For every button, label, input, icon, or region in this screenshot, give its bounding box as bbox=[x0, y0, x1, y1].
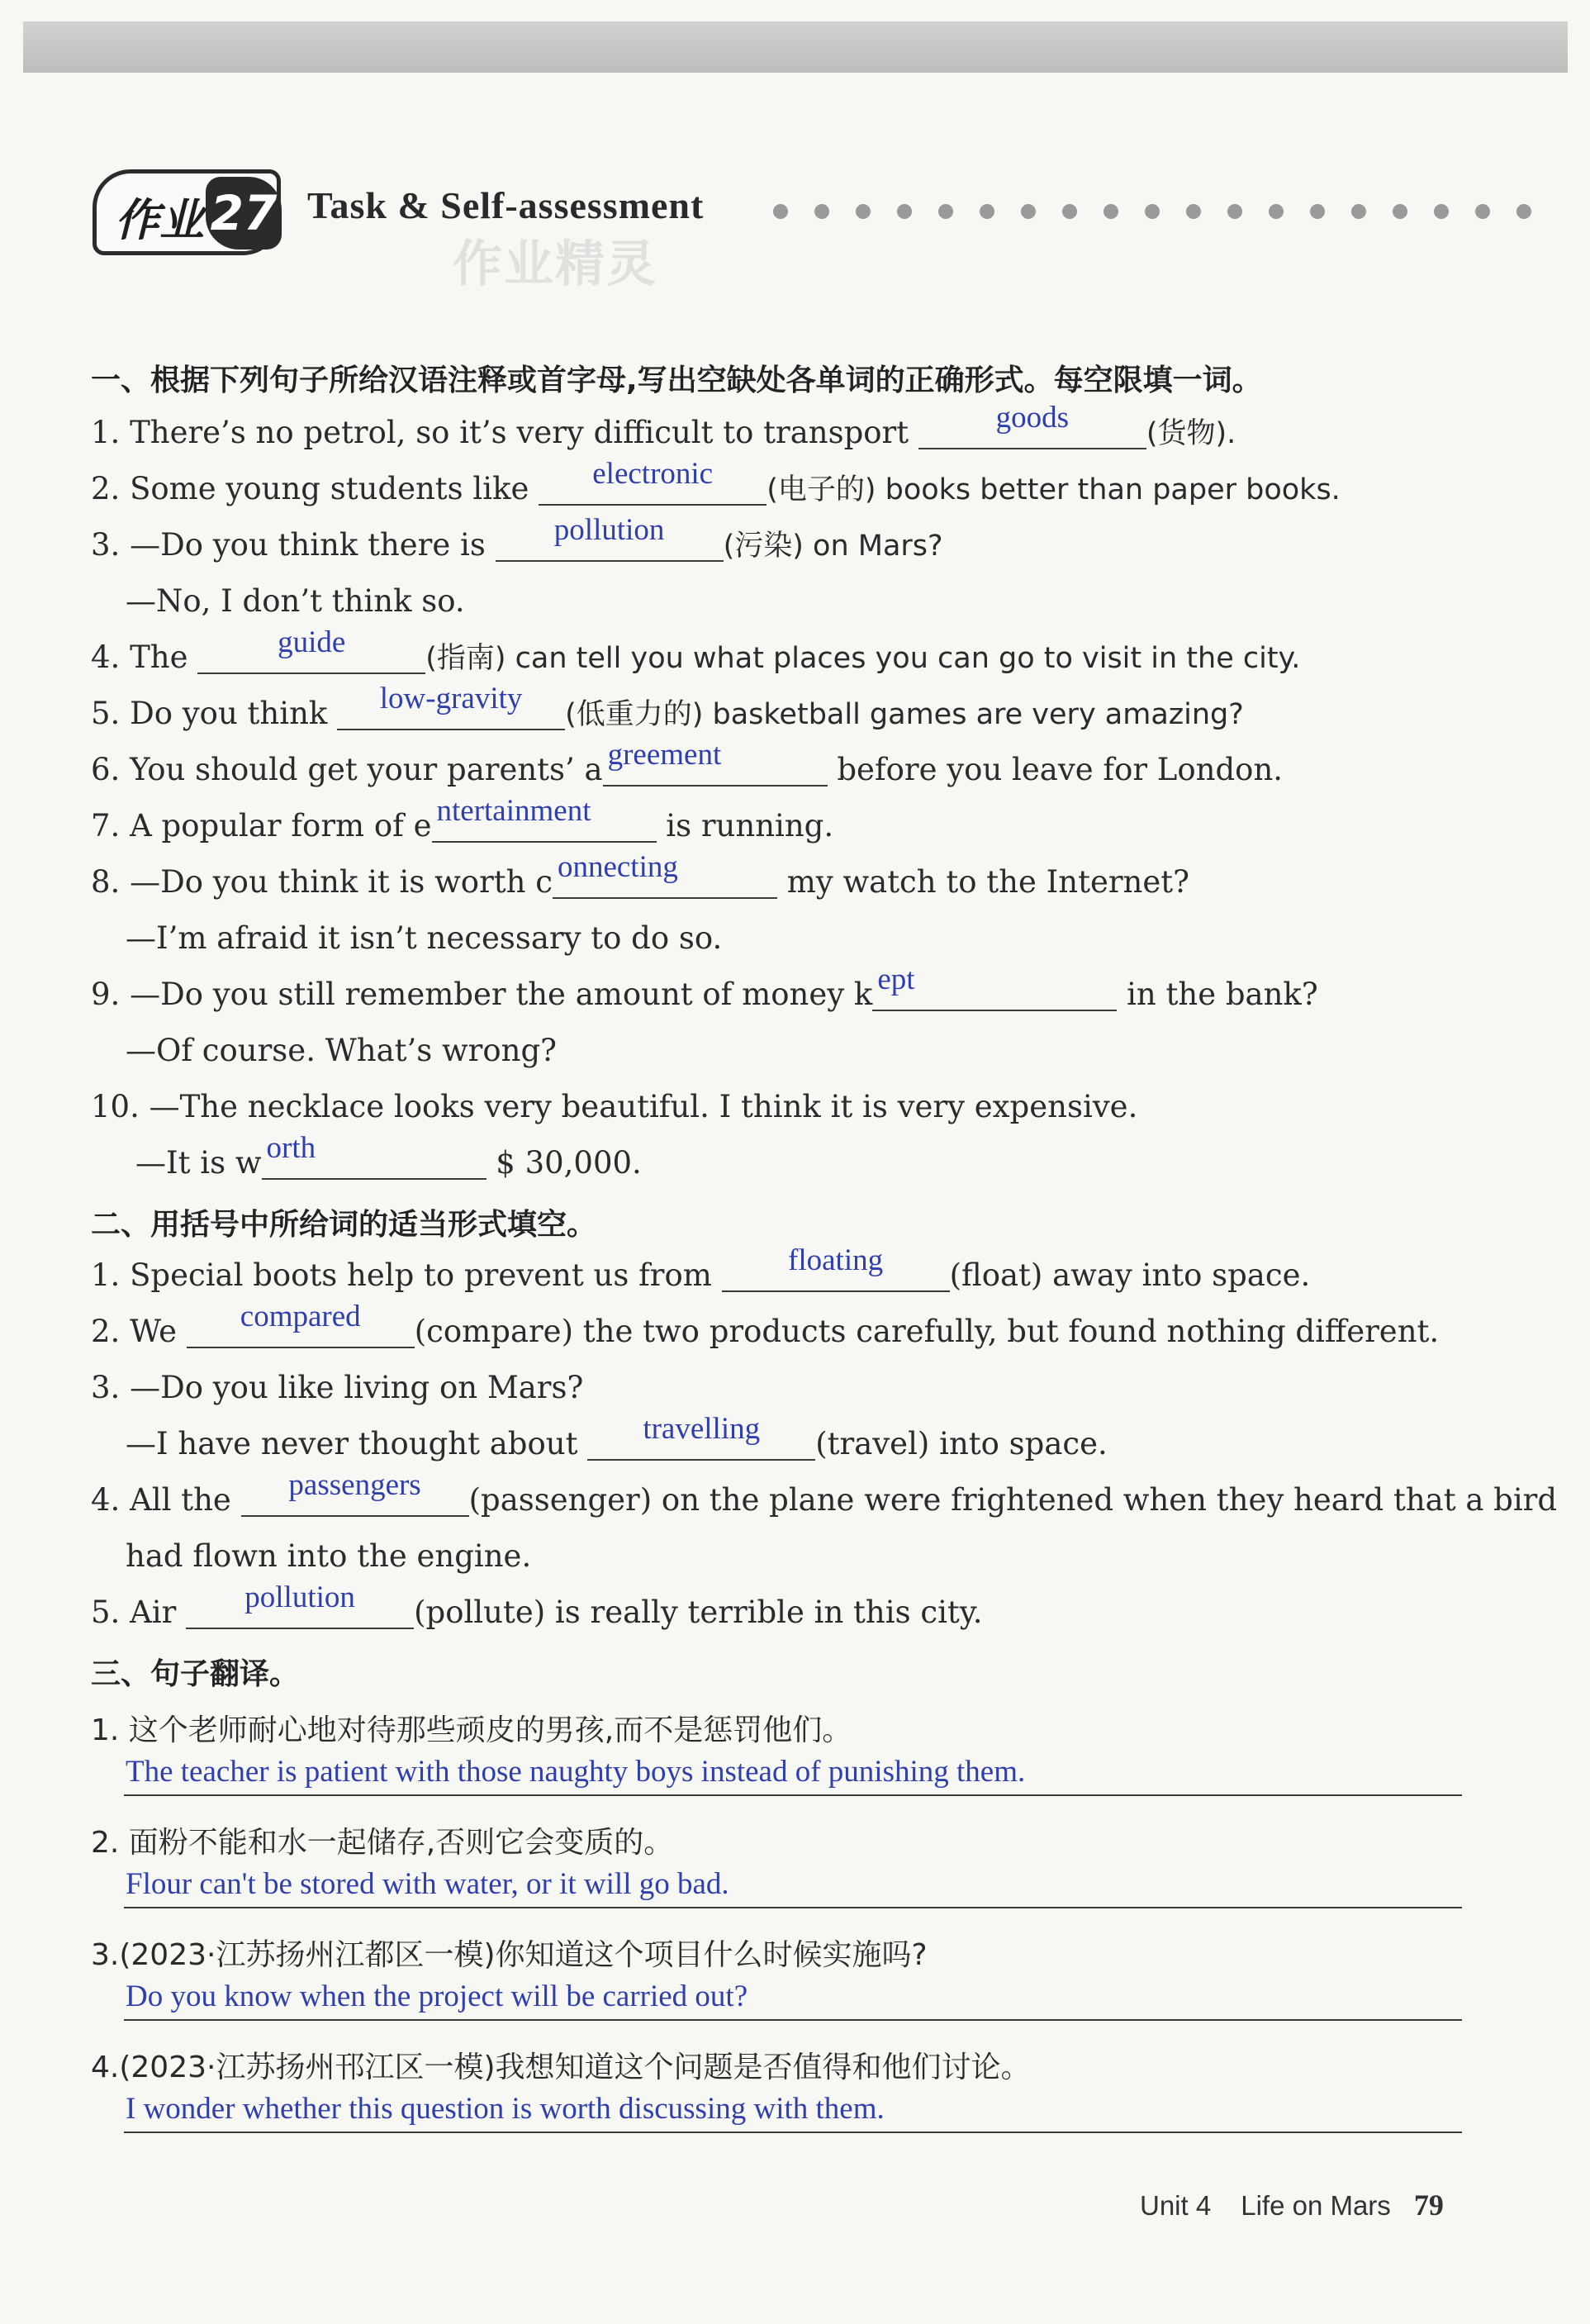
footer-title: Life on Mars bbox=[1241, 2190, 1391, 2221]
s1-item-6: 6. You should get your parents’ a greement before you leave for London. bbox=[91, 738, 1284, 787]
s1-item-7: 7. A popular form of e ntertainment is running. bbox=[91, 794, 834, 844]
answer-blank[interactable]: goods bbox=[918, 415, 1146, 449]
s3-answer-line-4[interactable]: I wonder whether this question is worth discussing with them. bbox=[124, 2089, 1462, 2133]
s3-answer-line-3[interactable]: Do you know when the project will be carried out? bbox=[124, 1976, 1462, 2021]
s2-item-3: 3. —Do you like living on Mars? bbox=[91, 1370, 584, 1405]
s2-item-2: 2. We compared (compare) the two products carefully, but found nothing different. bbox=[91, 1300, 1440, 1349]
s1-item-3: 3. —Do you think there is pollution (污染) on Mars? bbox=[91, 513, 943, 563]
s3-question-4: 4.(2023·江苏扬州邗江区一模)我想知道这个问题是否值得和他们讨论。 bbox=[91, 2051, 1031, 2084]
answer-blank[interactable]: ept bbox=[872, 977, 1117, 1011]
section-2-heading: 二、用括号中所给词的适当形式填空。 bbox=[91, 1208, 597, 1242]
page-title: Task & Self-assessment bbox=[307, 184, 705, 226]
answer-blank[interactable]: compared bbox=[187, 1314, 415, 1348]
watermark: 作业精灵 bbox=[453, 235, 657, 293]
s1-item-8-reply: —I’m afraid it isn’t necessary to do so. bbox=[126, 920, 723, 956]
s1-item-4: 4. The guide (指南) can tell you what places you can go to visit in the city. bbox=[91, 625, 1301, 675]
s1-item-3-reply: —No, I don’t think so. bbox=[126, 583, 465, 619]
s2-item-5: 5. Air pollution (pollute) is really terrible in this city. bbox=[91, 1580, 983, 1630]
answer-blank[interactable]: pollution bbox=[496, 527, 724, 562]
answer-blank[interactable]: travelling bbox=[587, 1426, 815, 1461]
page-footer bbox=[1140, 2188, 1444, 2222]
answer-blank[interactable]: orth bbox=[262, 1145, 486, 1180]
section-3-heading: 三、句子翻译。 bbox=[91, 1657, 300, 1691]
answer-blank[interactable]: pollution bbox=[186, 1594, 414, 1629]
s1-item-10-reply: —It is w orth $ 30,000. bbox=[135, 1131, 642, 1181]
answer-blank[interactable]: electronic bbox=[539, 471, 767, 506]
s3-question-1: 1. 这个老师耐心地对待那些顽皮的男孩,而不是惩罚他们。 bbox=[91, 1713, 852, 1747]
s1-item-9-reply: —Of course. What’s wrong? bbox=[126, 1033, 557, 1068]
footer-unit: Unit 4 bbox=[1140, 2190, 1212, 2221]
answer-blank[interactable]: onnecting bbox=[553, 864, 777, 899]
s1-item-1: 1. There’s no petrol, so it’s very difficult to transport goods (货物). bbox=[91, 401, 1236, 450]
section-1-heading: 一、根据下列句子所给汉语注释或首字母,写出空缺处各单词的正确形式。每空限填一词。 bbox=[91, 364, 1262, 397]
s3-answer-line-2[interactable]: Flour can't be stored with water, or it will go bad. bbox=[124, 1864, 1462, 1908]
s3-answer-line-1[interactable]: The teacher is patient with those naughty boys instead of punishing them. bbox=[124, 1751, 1462, 1796]
s2-item-4-cont: had flown into the engine. bbox=[126, 1538, 532, 1574]
homework-badge bbox=[93, 169, 281, 255]
s2-item-1: 1. Special boots help to prevent us from floating (float) away into space. bbox=[91, 1243, 1311, 1293]
s1-item-9: 9. —Do you still remember the amount of money k ept in the bank? bbox=[91, 962, 1318, 1012]
page-number: 79 bbox=[1413, 2189, 1444, 2222]
answer-blank[interactable]: floating bbox=[722, 1257, 950, 1292]
s1-item-2: 2. Some young students like electronic (电子的) books better than paper books. bbox=[91, 457, 1341, 506]
badge-label: 作业 bbox=[115, 194, 204, 246]
s3-question-2: 2. 面粉不能和水一起储存,否则它会变质的。 bbox=[91, 1826, 674, 1860]
answer-blank[interactable]: ntertainment bbox=[432, 808, 657, 843]
title-dots-divider bbox=[773, 204, 1574, 221]
s3-question-3: 3.(2023·江苏扬州江都区一模)你知道这个项目什么时候实施吗? bbox=[91, 1938, 928, 1972]
s1-item-8: 8. —Do you think it is worth c onnecting my watch to the Internet? bbox=[91, 850, 1189, 900]
badge-number: 27 bbox=[206, 177, 282, 250]
s1-item-5: 5. Do you think low-gravity (低重力的) basketball games are very amazing? bbox=[91, 682, 1244, 731]
s2-item-4: 4. All the passengers (passenger) on the plane were frightened when they heard that a bird bbox=[91, 1468, 1558, 1518]
answer-blank[interactable]: low-gravity bbox=[337, 696, 565, 730]
s2-item-3-reply: —I have never thought about travelling (travel) into space. bbox=[126, 1412, 1108, 1461]
s1-item-10: 10. —The necklace looks very beautiful. I think it is very expensive. bbox=[91, 1089, 1138, 1124]
answer-blank[interactable]: greement bbox=[603, 752, 828, 787]
answer-blank[interactable]: guide bbox=[197, 639, 425, 674]
answer-blank[interactable]: passengers bbox=[241, 1482, 469, 1517]
